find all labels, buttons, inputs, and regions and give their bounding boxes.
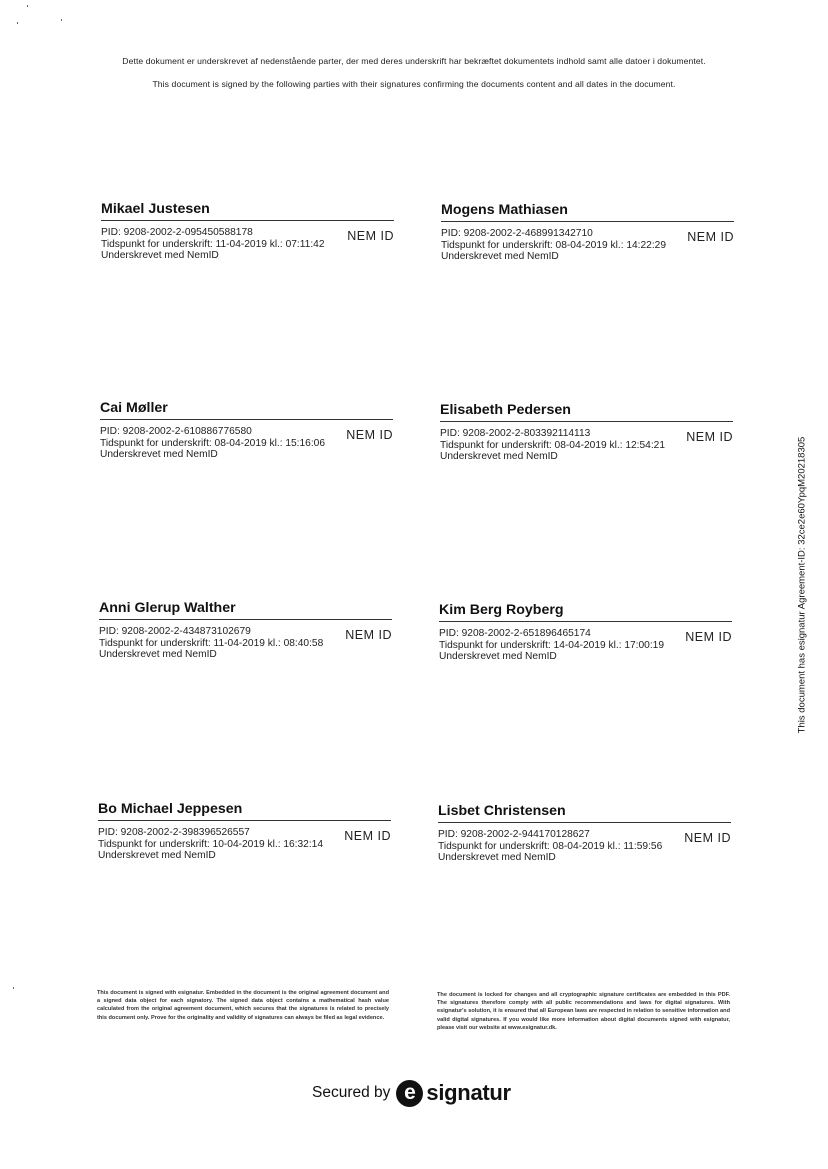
signer-pid: PID: 9208-2002-2-468991342710: [441, 228, 593, 239]
signer-pid: PID: 9208-2002-2-651896465174: [439, 628, 591, 639]
signer-pid: PID: 9208-2002-2-944170128627: [438, 829, 590, 840]
signing-time: Tidspunkt for underskrift: 08-04-2019 kl.: 15:16:06: [100, 437, 326, 449]
signature-rule: [100, 419, 393, 420]
signature-block: [98, 799, 391, 862]
signing-method: Underskrevet med NemID: [98, 850, 216, 861]
nemid-logo-icon: NEM ID: [686, 430, 733, 444]
signing-time: Tidspunkt for underskrift: 08-04-2019 kl.: 12:54:21: [440, 439, 666, 451]
signer-pid: PID: 9208-2002-2-803392114113: [440, 428, 591, 439]
signing-method: Underskrevet med NemID: [441, 251, 559, 262]
signature-rule: [99, 619, 392, 620]
signature-block: [101, 199, 394, 262]
signing-method: Underskrevet med NemID: [99, 649, 217, 660]
signer-name: Cai Møller: [100, 400, 168, 416]
signature-block: [439, 600, 732, 663]
signing-time: Tidspunkt for underskrift: 10-04-2019 kl.: 16:32:14: [98, 838, 324, 850]
signature-block: [438, 801, 731, 864]
signing-method: Underskrevet med NemID: [439, 651, 557, 662]
signer-name: Mikael Justesen: [101, 201, 210, 217]
signing-method: Underskrevet med NemID: [438, 852, 556, 863]
signer-pid: PID: 9208-2002-2-398396526557: [98, 827, 250, 838]
signer-name: Kim Berg Royberg: [439, 602, 564, 618]
signature-block: [99, 598, 392, 661]
nemid-logo-icon: NEM ID: [684, 831, 731, 845]
signer-name: Mogens Mathiasen: [441, 202, 568, 218]
signature-rule: [441, 221, 734, 222]
nemid-logo-icon: NEM ID: [687, 230, 734, 244]
signing-method: Underskrevet med NemID: [100, 449, 218, 460]
footer-text-left: This document is signed with esignatur. Embedded in the document is the original agreement document and a signed data object for each signatory. The signed data object contains a mathematical hash value calculated from the original agreement document, which secures that the signatures is related to precisely this document only. Prove for the originality and validity of signatures can always be filed as legal evidence.: [97, 990, 389, 1021]
scan-speck: [61, 19, 62, 21]
signature-rule: [101, 220, 394, 221]
nemid-logo-icon: NEM ID: [347, 229, 394, 243]
signing-time: Tidspunkt for underskrift: 08-04-2019 kl.: 11:59:56: [438, 840, 663, 852]
signature-rule: [439, 621, 732, 622]
nemid-logo-icon: NEM ID: [685, 630, 732, 644]
signature-rule: [98, 820, 391, 821]
esignatur-e-icon: e: [396, 1080, 423, 1107]
footer-text-right: The document is locked for changes and all cryptographic signature certificates are embedded in this PDF. The signatures therefore comply with all public recommendations and laws for digital signatures. With esignatur's solution, it is ensured that all European laws are respected in relation to sensitive information and valid digital signatures. If you would like more information about digital documents signed with esignatur, please visit our website at www.esignatur.dk.: [437, 992, 730, 1031]
signer-pid: PID: 9208-2002-2-610886776580: [100, 426, 252, 437]
scan-speck: [13, 987, 14, 989]
signer-name: Bo Michael Jeppesen: [98, 801, 243, 817]
signature-block: [441, 200, 734, 263]
signer-name: Elisabeth Pedersen: [440, 402, 571, 418]
nemid-logo-icon: NEM ID: [345, 628, 392, 642]
signer-pid: PID: 9208-2002-2-434873102679: [99, 626, 251, 637]
signature-block: [100, 398, 393, 461]
signing-time: Tidspunkt for underskrift: 11-04-2019 kl.: 07:11:42: [101, 238, 325, 250]
signing-time: Tidspunkt for underskrift: 08-04-2019 kl.: 14:22:29: [441, 239, 667, 251]
signer-name: Anni Glerup Walther: [99, 600, 236, 616]
signer-name: Lisbet Christensen: [438, 803, 566, 819]
secured-by-esignatur-logo: [312, 1076, 511, 1110]
secured-by-label: Secured by: [312, 1084, 391, 1101]
signature-rule: [438, 822, 731, 823]
signer-pid: PID: 9208-2002-2-095450588178: [101, 227, 253, 238]
signing-time: Tidspunkt for underskrift: 14-04-2019 kl.: 17:00:19: [439, 639, 665, 651]
scan-speck: [27, 5, 28, 7]
signature-block: [440, 400, 733, 463]
nemid-logo-icon: NEM ID: [344, 829, 391, 843]
signature-rule: [440, 421, 733, 422]
signing-method: Underskrevet med NemID: [440, 451, 558, 462]
scan-speck: [17, 22, 18, 24]
esignatur-wordmark: signatur: [426, 1080, 511, 1105]
header-line-danish: Dette dokument er underskrevet af nedenstående parter, der med deres underskrift har bekræftet dokumentets indhold samt alle datoer i dokumentet.: [122, 56, 706, 66]
agreement-id-side-text: This document has esignatur Agreement-ID: 32ce2e60YpqM20218305: [796, 436, 808, 734]
header-line-english: This document is signed by the following parties with their signatures confirming the documents content and all dates in the document.: [152, 79, 676, 89]
signing-time: Tidspunkt for underskrift: 11-04-2019 kl.: 08:40:58: [99, 637, 324, 649]
signing-method: Underskrevet med NemID: [101, 250, 219, 261]
nemid-logo-icon: NEM ID: [346, 428, 393, 442]
